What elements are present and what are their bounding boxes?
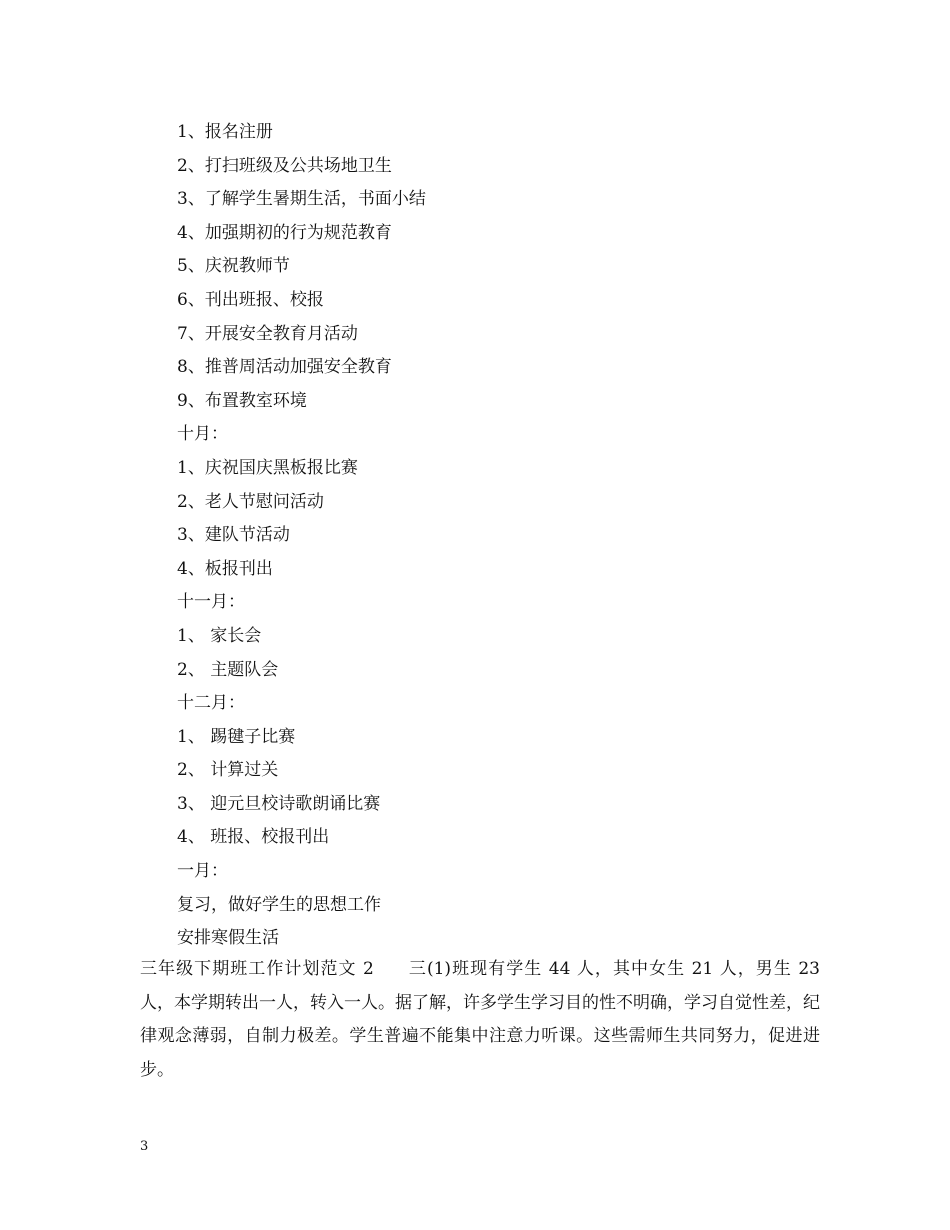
- list-item: 4、 班报、校报刊出: [177, 827, 330, 848]
- paragraph-body: 三(1)班现有学生 44 人，其中女生 21 人，男生 23 人，本学期转出一人，转入一人。据了解，许多学生学习目的性不明确，学习自觉性差，纪律观念薄弱，自制力极差。学生普遍不能集中注意力听课。这些需师生共同努力，促进进步。: [140, 959, 820, 1080]
- list-item: 1、庆祝国庆黑板报比赛: [177, 457, 358, 478]
- list-item: 3、 迎元旦校诗歌朗诵比赛: [177, 793, 381, 814]
- plan-paragraph: [140, 953, 820, 1087]
- list-item: 2、 计算过关: [177, 760, 279, 781]
- list-item: 3、建队节活动: [177, 525, 290, 546]
- month-heading: 一月：: [177, 861, 228, 882]
- list-item: 5、庆祝教师节: [177, 256, 290, 277]
- month-heading: 十一月：: [177, 592, 245, 613]
- list-item: 2、老人节慰问活动: [177, 491, 324, 512]
- month-heading: 十二月：: [177, 693, 245, 714]
- page-number: 3: [140, 1139, 149, 1154]
- paragraph-title: 三年级下期班工作计划范文 2: [140, 959, 374, 979]
- list-item: 9、布置教室环境: [177, 390, 307, 411]
- list-item: 复习，做好学生的思想工作: [177, 894, 381, 915]
- list-item: 7、开展安全教育月活动: [177, 323, 358, 344]
- list-item: 8、推普周活动加强安全教育: [177, 357, 392, 378]
- list-item: 1、 踢毽子比赛: [177, 726, 296, 747]
- list-item: 安排寒假生活: [177, 928, 279, 949]
- list-item: 2、 主题队会: [177, 659, 279, 680]
- list-item: 3、了解学生暑期生活，书面小结: [177, 189, 426, 210]
- list-item: 4、板报刊出: [177, 558, 273, 579]
- list-item: 2、打扫班级及公共场地卫生: [177, 155, 392, 176]
- month-heading: 十月：: [177, 424, 228, 445]
- list-item: 6、刊出班报、校报: [177, 289, 324, 310]
- list-item: 1、 家长会: [177, 625, 262, 646]
- list-item: 1、报名注册: [177, 122, 273, 142]
- plan-list: [177, 116, 837, 956]
- list-item: 4、加强期初的行为规范教育: [177, 222, 392, 243]
